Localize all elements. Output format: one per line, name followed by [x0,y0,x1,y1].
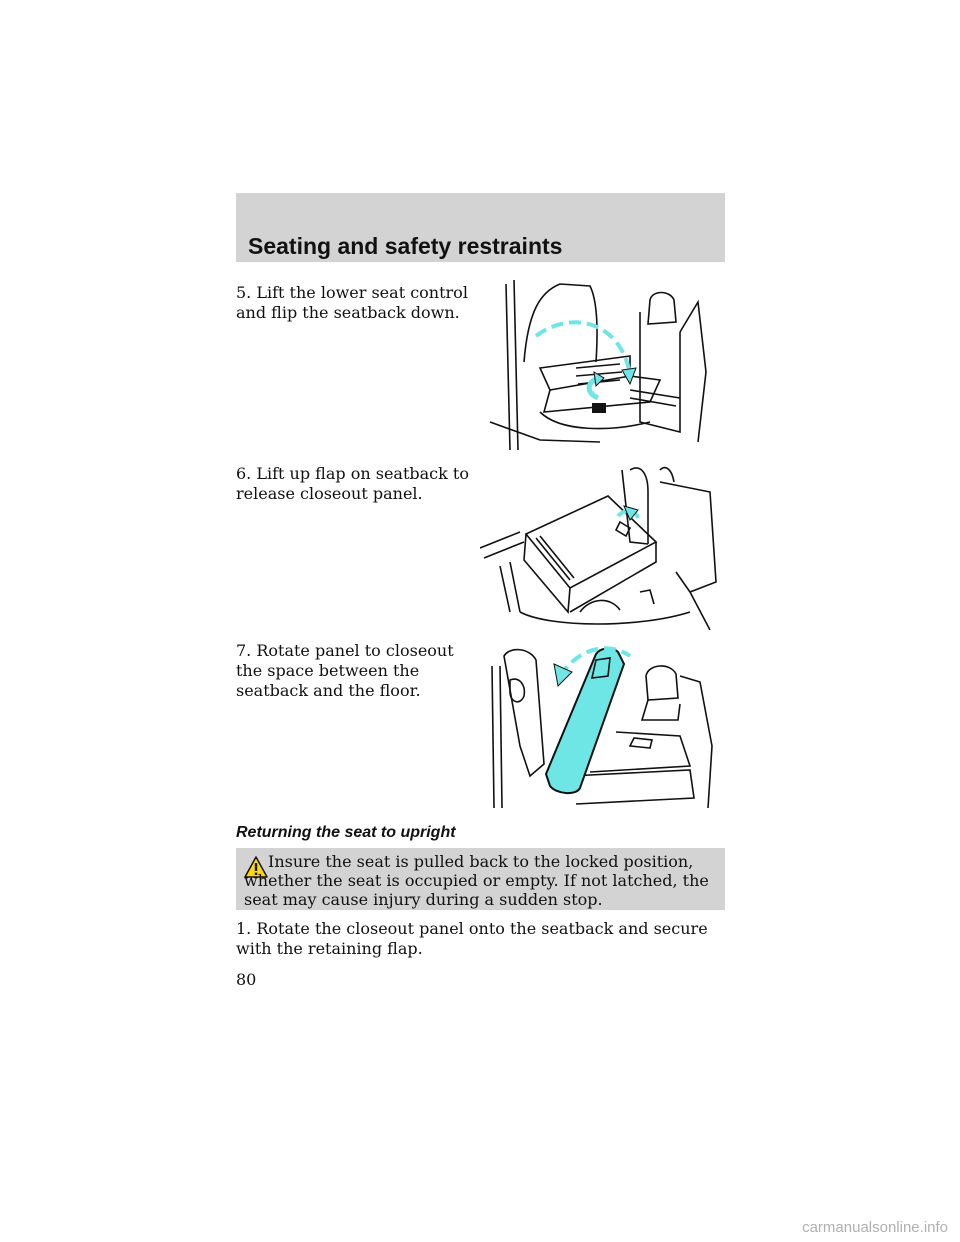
step-6-text: 6. Lift up flap on seatback to release closeout panel. [236,464,469,503]
figure-flip-seatback [480,272,725,450]
step-7-text: 7. Rotate panel to closeout the space between the seatback and the floor. [236,641,454,700]
watermark: carmanualsonline.info [802,1219,948,1236]
warning-box [236,848,725,910]
section-heading: Returning the seat to upright [236,824,456,841]
section-header [236,193,725,262]
warning-text: Insure the seat is pulled back to the locked position, whether the seat is occupied or empty. If not latched, the seat may cause injury during a sudden stop. [244,852,709,909]
page-number: 80 [236,970,257,989]
figure-release-closeout-panel [480,462,725,630]
figure-rotate-panel [480,636,725,808]
page-title: Seating and safety restraints [248,233,563,259]
return-step-1-text: 1. Rotate the closeout panel onto the seatback and secure with the retaining flap. [236,919,708,958]
step-5-text: 5. Lift the lower seat control and flip the seatback down. [236,283,468,322]
